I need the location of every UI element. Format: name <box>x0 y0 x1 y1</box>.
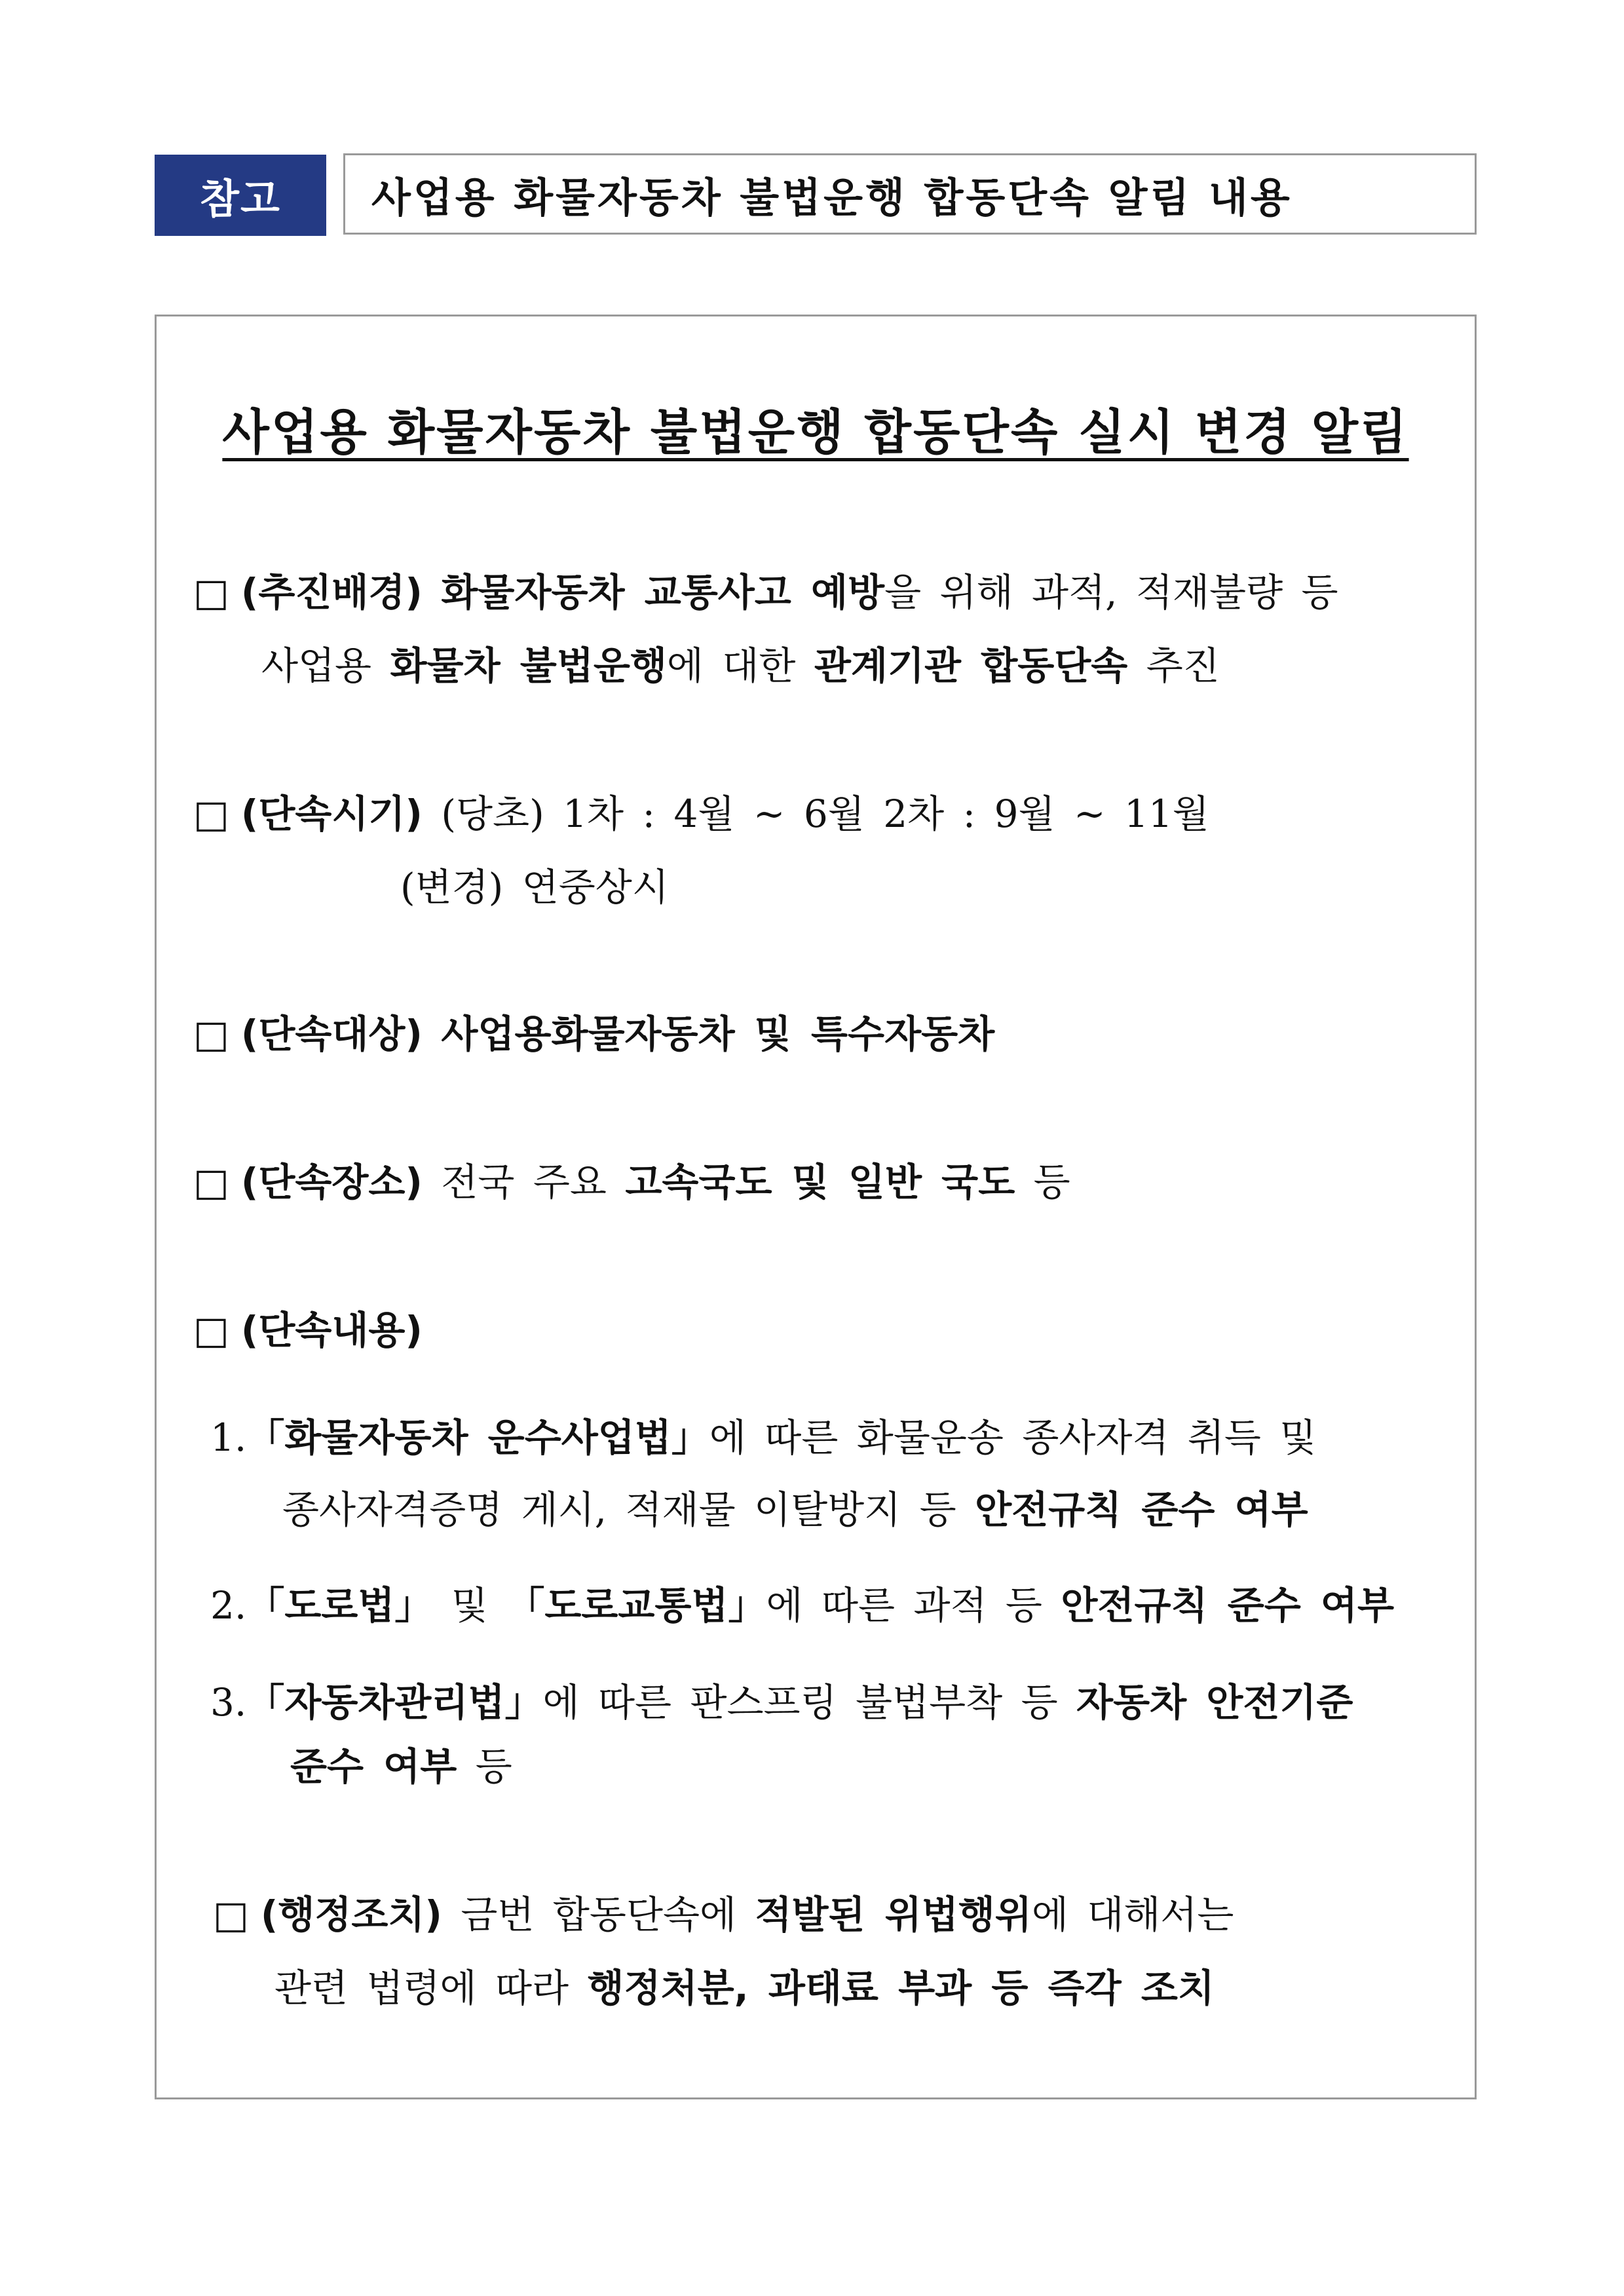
checkbox-icon: □ <box>193 792 229 836</box>
item-2-mid: 및 <box>432 1583 507 1628</box>
notice-box <box>155 315 1477 2099</box>
admin-text-2b: 행정처분, 과태료 부과 등 즉각 조치 <box>587 1966 1215 2010</box>
item-3-text-2: 등 <box>457 1744 512 1789</box>
background-text-2c: 에 대한 <box>666 643 814 688</box>
background-text-2d: 관계기관 합동단속 <box>814 643 1128 688</box>
period-line-1 <box>193 792 1209 836</box>
target-line <box>193 1012 995 1056</box>
content-item-1-line-1 <box>210 1415 1317 1460</box>
place-text-2: 고속국도 및 일반 국도 <box>625 1160 1015 1204</box>
item-2-number: 2. <box>210 1583 247 1628</box>
period-original: (당초) 1차 : 4월 ~ 6월 2차 : 9월 ~ 11월 <box>441 792 1209 836</box>
target-label: (단속대상) <box>240 1012 423 1056</box>
item-2-law-2: 「도로교통법」 <box>506 1583 766 1628</box>
place-text-3: 등 <box>1015 1160 1070 1204</box>
item-2-text: 에 따른 과적 등 <box>766 1583 1061 1628</box>
item-3-text: 에 따른 판스프링 불법부착 등 <box>542 1680 1077 1725</box>
notice-title-text: 사업용 화물자동차 불법운행 합동단속 실시 변경 알림 <box>222 404 1409 461</box>
target-text: 사업용화물자동차 및 특수자동차 <box>441 1012 995 1056</box>
period-line-2 <box>400 865 669 909</box>
period-changed-text: 연중상시 <box>503 865 669 909</box>
place-line <box>193 1160 1070 1204</box>
period-label: (단속시기) <box>240 792 423 836</box>
background-text-2b: 화물차 불법운행 <box>390 643 667 688</box>
content-item-1-line-2 <box>282 1487 1308 1532</box>
background-label: (추진배경) <box>240 570 423 615</box>
background-text: 을 위해 과적, 적재불량 등 <box>884 570 1338 615</box>
content-item-2 <box>210 1583 1395 1628</box>
item-3-text-2-bold: 준수 여부 <box>290 1744 457 1789</box>
item-1-law: 「화물자동차 운수사업법」 <box>246 1415 709 1460</box>
admin-text-1c: 에 대해서는 <box>1031 1892 1234 1937</box>
reference-title: 사업용 화물자동차 불법운행 합동단속 알림 내용 <box>343 153 1477 235</box>
notice-title <box>157 394 1475 463</box>
background-line-2 <box>261 643 1220 688</box>
checkbox-icon: □ <box>193 1308 229 1352</box>
checkbox-icon: □ <box>213 1892 249 1937</box>
content-item-3-line-1 <box>210 1680 1353 1725</box>
background-text-2e: 추진 <box>1127 643 1220 688</box>
item-1-number: 1. <box>210 1415 247 1460</box>
place-label: (단속장소) <box>240 1160 423 1204</box>
item-1-text: 에 따른 화물운송 종사자격 취득 및 <box>709 1415 1317 1460</box>
checkbox-icon: □ <box>193 1160 229 1204</box>
admin-line-1 <box>213 1892 1234 1937</box>
item-1-text-2-bold: 안전규칙 준수 여부 <box>975 1487 1308 1532</box>
admin-text-1b: 적발된 위법행위 <box>755 1892 1032 1937</box>
admin-text-1a: 금번 합동단속에 <box>461 1892 755 1937</box>
reference-tag: 참고 <box>155 155 326 236</box>
content-line <box>193 1308 423 1352</box>
checkbox-icon: □ <box>193 1012 229 1056</box>
item-3-text-bold: 자동차 안전기준 <box>1076 1680 1353 1725</box>
background-line-1 <box>193 570 1338 615</box>
place-text-1: 전국 주요 <box>441 1160 626 1204</box>
admin-label: (행정조치) <box>260 1892 442 1937</box>
period-changed-label: (변경) <box>400 865 504 909</box>
item-2-text-bold: 안전규칙 준수 여부 <box>1061 1583 1395 1628</box>
content-item-3-line-2 <box>290 1744 512 1789</box>
item-2-law-1: 「도로법」 <box>246 1583 433 1628</box>
admin-line-2 <box>274 1966 1215 2010</box>
content-label: (단속내용) <box>240 1308 423 1352</box>
background-text-bold: 화물자동차 교통사고 예방 <box>441 570 885 615</box>
admin-text-2a: 관련 법령에 따라 <box>274 1966 588 2010</box>
checkbox-icon: □ <box>193 570 229 615</box>
item-3-number: 3. <box>210 1680 247 1725</box>
item-3-law: 「자동차관리법」 <box>246 1680 543 1725</box>
background-text-2a: 사업용 <box>261 643 390 688</box>
item-1-text-2: 종사자격증명 게시, 적재물 이탈방지 등 <box>282 1487 975 1532</box>
